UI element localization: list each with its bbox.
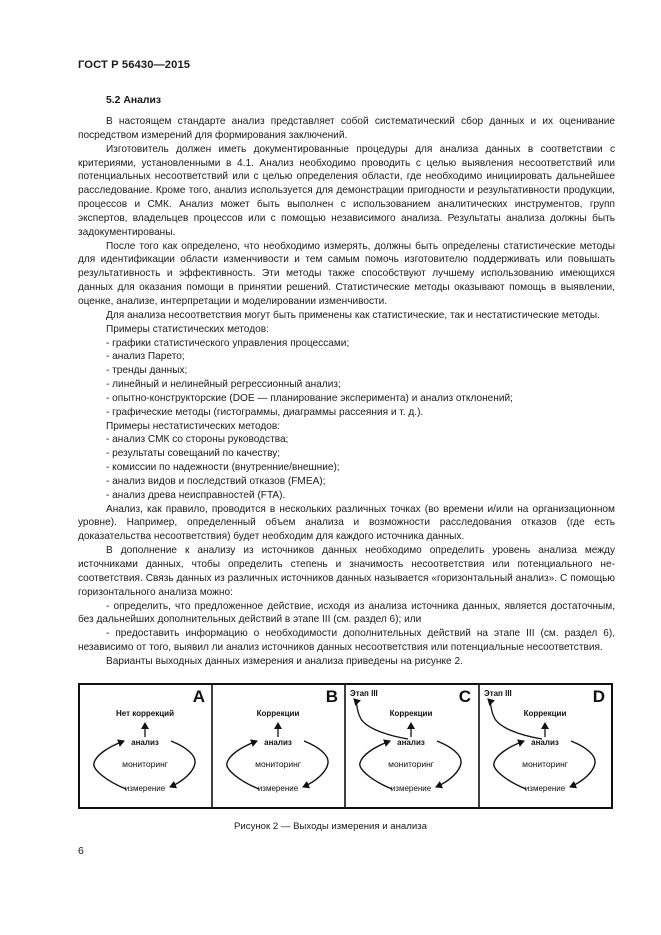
- paragraph: В дополнение к анализу из источников данных необходимо определить уровень анализа между источниками данных, чтобы определить степень и значимость несоответствия или потенциального несоответствия. Связь данных из различных источников данных называется «горизонтальный анализ». С помощью горизонтального анализа можно:: [78, 545, 615, 598]
- paragraph: После того как определено, что необходимо измерять, должны быть определены статистические методы для идентификации области изменчивости и тем самым помочь изготовителю поддерживать или повышать результативность и эффективность. Эти методы также способствуют лучшему использованию имеющихся данных для оказания помощи в принятии решений. Статистические методы оказывают помощь в выявлении, оценке, анализе, интерпретации и моделировании изменчивости.: [78, 240, 615, 307]
- measurement-label: измерение: [257, 784, 299, 793]
- list-item: - анализ Парето;: [106, 351, 185, 363]
- measurement-label: измерение: [124, 784, 166, 793]
- stat-methods-intro: Примеры статистических методов:: [106, 323, 269, 335]
- paragraph: - определить, что предложенное действие, исходя из анализа источника данных, является достаточным, без дальнейших дополнительных действий в этапе III (см. раздел 6); или: [78, 600, 615, 626]
- figure-panel: [227, 687, 338, 793]
- monitoring-label: мониторинг: [122, 759, 168, 769]
- list-item: - тренды данных;: [106, 365, 188, 377]
- stage-label: Этап III: [350, 689, 378, 698]
- figure-diagram: [78, 683, 613, 809]
- analysis-label: анализ: [397, 738, 425, 747]
- cycle-arrow-right: [170, 741, 195, 787]
- paragraph: - предоставить информацию о необходимости дополнительных действий на этапе III (см. раздел 6), независимо от того, выявил ли анализ источников данных несоответствия или потенциальные несоответствия.: [78, 628, 615, 654]
- corrections-label: Коррекции: [389, 709, 433, 718]
- nonstat-methods-intro: Примеры нестатистических методов:: [106, 420, 281, 432]
- list-item: - графики статистического управления процессами;: [106, 337, 350, 349]
- monitoring-label: мониторинг: [255, 759, 301, 769]
- list-item: - комиссии по надежности (внутренние/внешние);: [106, 462, 340, 474]
- body-text: [78, 115, 615, 669]
- section-title: 5.2 Анализ: [106, 95, 162, 106]
- document-header: ГОСТ Р 56430—2015: [78, 59, 191, 71]
- cycle-arrow-right: [570, 741, 595, 787]
- list-item: - линейный и нелинейный регрессионный анализ;: [106, 379, 341, 391]
- figure-panel: [484, 687, 605, 793]
- panel-letter: D: [592, 687, 605, 706]
- paragraph: Анализ, как правило, проводится в нескольких различных точках (во времени и/или на организационном уровне). Например, определенный объем анализа и возможности расследования отказов (где есть доказательства несоответствия) будет необходим для каждого источника данных.: [78, 503, 615, 543]
- cycle-arrow-right: [436, 741, 461, 787]
- figure-panel: [350, 687, 471, 793]
- monitoring-label: мониторинг: [522, 759, 568, 769]
- figure-caption: Рисунок 2 — Выходы измерения и анализа: [234, 821, 427, 832]
- list-item: - анализ древа неисправностей (FTA).: [106, 489, 286, 501]
- page-number: 6: [78, 845, 84, 857]
- figure-2: [78, 683, 613, 809]
- paragraph: В настоящем стандарте анализ представляет собой систематический сбор данных и их оценивание посредством измерений для формирования заключений.: [78, 116, 615, 141]
- panel-letter: A: [192, 687, 205, 706]
- list-item: - графические методы (гистограммы, диаграммы рассеяния и т. д.).: [106, 406, 424, 418]
- cycle-arrow-right: [303, 741, 328, 787]
- analysis-label: анализ: [531, 738, 559, 747]
- panel-letter: B: [325, 687, 338, 706]
- stage-label: Этап III: [484, 689, 512, 698]
- list-item: - опытно-конструкторские (DOE — планирование эксперимента) и анализ отклонений;: [106, 392, 513, 404]
- stage-arrow: [354, 699, 408, 739]
- figure-panel: [94, 687, 205, 793]
- measurement-label: измерение: [524, 784, 566, 793]
- paragraph: Варианты выходных данных измерения и анализа приведены на рисунке 2.: [106, 655, 463, 667]
- list-item: - анализ видов и последствий отказов (FMEA);: [106, 475, 326, 487]
- corrections-label: Коррекции: [256, 709, 300, 718]
- paragraph: Для анализа несоответствия могут быть применены как статистические, так и нестатистические методы.: [106, 309, 600, 321]
- corrections-label: Коррекции: [523, 709, 567, 718]
- list-item: - результаты совещаний по качеству;: [106, 448, 281, 460]
- measurement-label: измерение: [390, 784, 432, 793]
- corrections-label: Нет коррекций: [115, 709, 175, 718]
- panel-letter: C: [458, 687, 471, 706]
- list-item: - анализ СМК со стороны руководства;: [106, 434, 289, 446]
- stage-arrow: [488, 699, 542, 739]
- analysis-label: анализ: [131, 738, 159, 747]
- paragraph: Изготовитель должен иметь документированные процедуры для анализа данных в соответствии с критериями, установленными в 4.1. Анализ необходимо проводить с целью выявления несоответствий или потенциальных несоответствий или с целью определения области, где необходимо инициировать дальнейшее расследование. Кроме того, анализ используется для демонстрации пригодности и результативности продукции, процессов и СМК. Анализ может быть выполнен с использованием аналитических инструментов, групп экспертов, владельцев процессов или с помощью независимого анализа. Результаты анализа должны быть задокументированы.: [78, 143, 615, 238]
- monitoring-label: мониторинг: [388, 759, 434, 769]
- analysis-label: анализ: [264, 738, 292, 747]
